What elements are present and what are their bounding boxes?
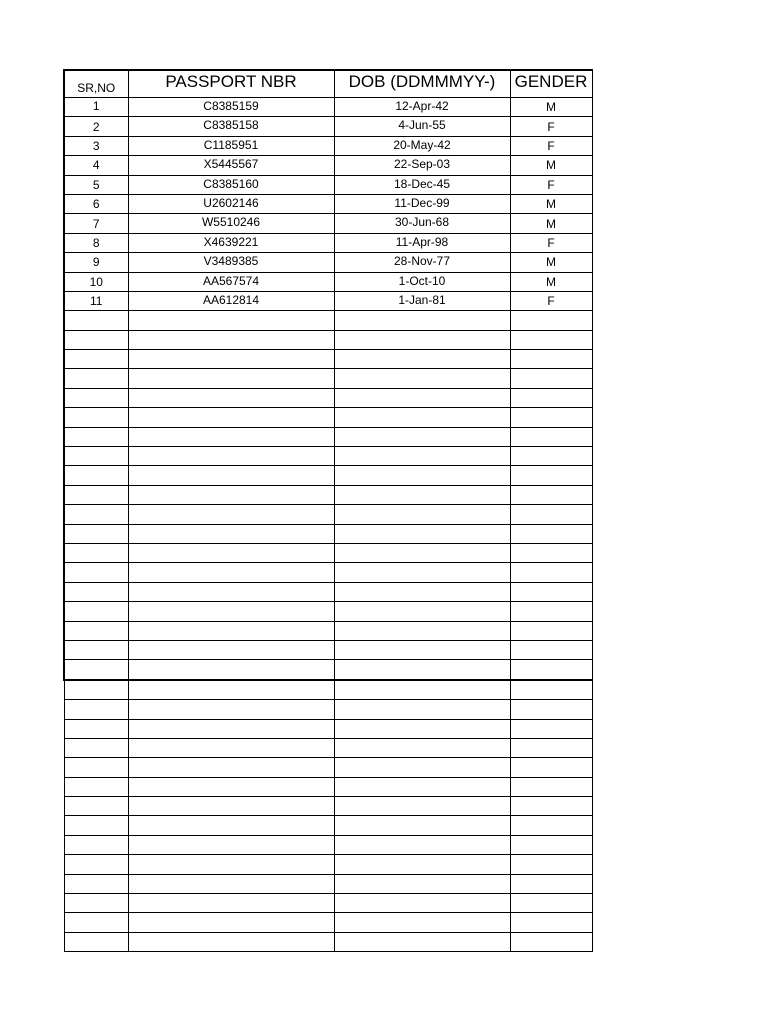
empty-cell[interactable]: [334, 602, 510, 621]
empty-row: [64, 621, 592, 640]
cell-gender[interactable]: F: [510, 136, 592, 155]
empty-cell[interactable]: [64, 660, 128, 680]
empty-cell[interactable]: [334, 563, 510, 582]
empty-cell[interactable]: [128, 835, 334, 854]
empty-cell[interactable]: [510, 350, 592, 369]
table-row: [64, 291, 592, 310]
empty-cell[interactable]: [128, 311, 334, 330]
empty-cell[interactable]: [64, 894, 128, 913]
empty-cell[interactable]: [334, 621, 510, 640]
empty-cell[interactable]: [334, 543, 510, 562]
empty-cell[interactable]: [510, 835, 592, 854]
empty-cell[interactable]: [334, 660, 510, 680]
empty-cell[interactable]: [334, 582, 510, 601]
empty-row: [64, 408, 592, 427]
empty-row: [64, 505, 592, 524]
cell-gender[interactable]: M: [510, 272, 592, 291]
cell-gender[interactable]: M: [510, 194, 592, 213]
empty-cell[interactable]: [510, 466, 592, 485]
empty-cell[interactable]: [64, 524, 128, 543]
empty-cell[interactable]: [510, 738, 592, 757]
cell-dob[interactable]: 12-Apr-42: [334, 98, 510, 117]
cell-gender[interactable]: M: [510, 156, 592, 175]
empty-cell[interactable]: [510, 369, 592, 388]
header-dob[interactable]: DOB (DDMMMYY-): [334, 70, 510, 98]
empty-cell[interactable]: [510, 427, 592, 446]
empty-cell[interactable]: [64, 913, 128, 932]
empty-cell[interactable]: [128, 738, 334, 757]
empty-cell[interactable]: [64, 369, 128, 388]
cell-passport[interactable]: W5510246: [128, 214, 334, 233]
empty-row: [64, 466, 592, 485]
empty-cell[interactable]: [128, 369, 334, 388]
empty-cell[interactable]: [64, 543, 128, 562]
empty-cell[interactable]: [334, 777, 510, 796]
empty-cell[interactable]: [64, 758, 128, 777]
cell-passport[interactable]: X4639221: [128, 233, 334, 252]
passport-table: [63, 69, 593, 952]
empty-cell[interactable]: [510, 485, 592, 504]
cell-srno[interactable]: 5: [64, 175, 128, 194]
empty-cell[interactable]: [128, 797, 334, 816]
empty-row: [64, 602, 592, 621]
empty-cell[interactable]: [128, 640, 334, 659]
cell-passport[interactable]: C8385159: [128, 98, 334, 117]
cell-passport[interactable]: U2602146: [128, 194, 334, 213]
cell-dob[interactable]: 22-Sep-03: [334, 156, 510, 175]
header-row: [64, 70, 592, 98]
empty-cell[interactable]: [510, 447, 592, 466]
empty-row: [64, 543, 592, 562]
empty-cell[interactable]: [510, 408, 592, 427]
empty-cell[interactable]: [334, 835, 510, 854]
empty-row: [64, 563, 592, 582]
empty-cell[interactable]: [510, 894, 592, 913]
empty-cell[interactable]: [128, 894, 334, 913]
empty-cell[interactable]: [334, 797, 510, 816]
cell-dob[interactable]: 4-Jun-55: [334, 117, 510, 136]
empty-cell[interactable]: [334, 816, 510, 835]
empty-cell[interactable]: [510, 797, 592, 816]
empty-cell[interactable]: [334, 758, 510, 777]
empty-cell[interactable]: [510, 621, 592, 640]
cell-gender[interactable]: F: [510, 175, 592, 194]
table-row: [64, 194, 592, 213]
empty-cell[interactable]: [334, 466, 510, 485]
empty-cell[interactable]: [334, 350, 510, 369]
empty-row: [64, 311, 592, 330]
empty-cell[interactable]: [128, 485, 334, 504]
empty-cell[interactable]: [334, 388, 510, 407]
empty-cell[interactable]: [128, 719, 334, 738]
empty-row: [64, 913, 592, 932]
empty-row: [64, 894, 592, 913]
empty-cell[interactable]: [334, 408, 510, 427]
table-row: [64, 214, 592, 233]
empty-cell[interactable]: [64, 816, 128, 835]
empty-cell[interactable]: [64, 680, 128, 700]
cell-gender[interactable]: F: [510, 117, 592, 136]
empty-cell[interactable]: [510, 640, 592, 659]
empty-row: [64, 524, 592, 543]
empty-cell[interactable]: [64, 311, 128, 330]
table-row: [64, 156, 592, 175]
empty-cell[interactable]: [64, 602, 128, 621]
cell-srno[interactable]: 2: [64, 117, 128, 136]
empty-row: [64, 797, 592, 816]
empty-cell[interactable]: [128, 447, 334, 466]
cell-passport[interactable]: AA612814: [128, 291, 334, 310]
empty-row: [64, 447, 592, 466]
empty-cell[interactable]: [334, 447, 510, 466]
empty-cell[interactable]: [64, 719, 128, 738]
empty-cell[interactable]: [64, 797, 128, 816]
empty-cell[interactable]: [64, 738, 128, 757]
empty-cell[interactable]: [510, 913, 592, 932]
empty-cell[interactable]: [64, 582, 128, 601]
header-gender[interactable]: GENDER: [510, 70, 592, 98]
empty-cell[interactable]: [510, 563, 592, 582]
empty-row: [64, 777, 592, 796]
empty-cell[interactable]: [510, 311, 592, 330]
cell-gender[interactable]: F: [510, 291, 592, 310]
empty-row: [64, 485, 592, 504]
empty-cell[interactable]: [128, 505, 334, 524]
empty-cell[interactable]: [64, 466, 128, 485]
empty-cell[interactable]: [334, 505, 510, 524]
cell-dob[interactable]: 20-May-42: [334, 136, 510, 155]
cell-passport[interactable]: V3489385: [128, 253, 334, 272]
empty-cell[interactable]: [510, 680, 592, 700]
empty-cell[interactable]: [510, 700, 592, 719]
empty-cell[interactable]: [334, 680, 510, 700]
table-row: [64, 253, 592, 272]
table-row: [64, 98, 592, 117]
cell-passport[interactable]: X5445567: [128, 156, 334, 175]
empty-cell[interactable]: [510, 719, 592, 738]
empty-cell[interactable]: [64, 447, 128, 466]
table-body: [64, 98, 592, 952]
empty-cell[interactable]: [128, 621, 334, 640]
empty-row: [64, 700, 592, 719]
empty-cell[interactable]: [334, 874, 510, 893]
cell-srno[interactable]: 1: [64, 98, 128, 117]
empty-cell[interactable]: [128, 408, 334, 427]
empty-cell[interactable]: [128, 660, 334, 680]
empty-cell[interactable]: [510, 602, 592, 621]
table-row: [64, 272, 592, 291]
header-srno[interactable]: SR,NO: [64, 70, 128, 98]
empty-cell[interactable]: [334, 427, 510, 446]
empty-row: [64, 932, 592, 951]
passport-sheet: [63, 69, 591, 952]
empty-cell[interactable]: [64, 855, 128, 874]
empty-cell[interactable]: [128, 388, 334, 407]
empty-cell[interactable]: [64, 874, 128, 893]
empty-cell[interactable]: [510, 874, 592, 893]
table-row: [64, 175, 592, 194]
cell-gender[interactable]: M: [510, 214, 592, 233]
empty-cell[interactable]: [128, 700, 334, 719]
cell-passport[interactable]: C8385160: [128, 175, 334, 194]
empty-cell[interactable]: [510, 660, 592, 680]
cell-srno[interactable]: 3: [64, 136, 128, 155]
empty-cell[interactable]: [64, 835, 128, 854]
empty-cell[interactable]: [128, 816, 334, 835]
empty-cell[interactable]: [128, 602, 334, 621]
empty-cell[interactable]: [510, 855, 592, 874]
empty-cell[interactable]: [64, 777, 128, 796]
cell-dob[interactable]: 11-Apr-98: [334, 233, 510, 252]
cell-dob[interactable]: 1-Oct-10: [334, 272, 510, 291]
cell-srno[interactable]: 6: [64, 194, 128, 213]
cell-srno[interactable]: 11: [64, 291, 128, 310]
empty-cell[interactable]: [510, 543, 592, 562]
empty-cell[interactable]: [64, 388, 128, 407]
empty-cell[interactable]: [128, 563, 334, 582]
empty-cell[interactable]: [334, 913, 510, 932]
empty-cell[interactable]: [64, 700, 128, 719]
empty-cell[interactable]: [510, 524, 592, 543]
empty-cell[interactable]: [64, 408, 128, 427]
cell-srno[interactable]: 7: [64, 214, 128, 233]
empty-cell[interactable]: [128, 330, 334, 349]
table-row: [64, 117, 592, 136]
empty-cell[interactable]: [128, 350, 334, 369]
empty-cell[interactable]: [334, 485, 510, 504]
empty-cell[interactable]: [510, 758, 592, 777]
empty-cell[interactable]: [64, 640, 128, 659]
empty-cell[interactable]: [128, 582, 334, 601]
empty-cell[interactable]: [334, 369, 510, 388]
cell-dob[interactable]: 11-Dec-99: [334, 194, 510, 213]
empty-cell[interactable]: [64, 505, 128, 524]
empty-cell[interactable]: [128, 855, 334, 874]
empty-cell[interactable]: [510, 582, 592, 601]
empty-cell[interactable]: [64, 932, 128, 951]
empty-row: [64, 719, 592, 738]
empty-cell[interactable]: [334, 894, 510, 913]
empty-row: [64, 874, 592, 893]
empty-cell[interactable]: [128, 543, 334, 562]
empty-cell[interactable]: [510, 388, 592, 407]
empty-cell[interactable]: [510, 330, 592, 349]
cell-dob[interactable]: 28-Nov-77: [334, 253, 510, 272]
table-row: [64, 233, 592, 252]
cell-passport[interactable]: AA567574: [128, 272, 334, 291]
empty-row: [64, 350, 592, 369]
cell-passport[interactable]: C1185951: [128, 136, 334, 155]
cell-dob[interactable]: 1-Jan-81: [334, 291, 510, 310]
empty-row: [64, 330, 592, 349]
empty-row: [64, 738, 592, 757]
empty-cell[interactable]: [128, 427, 334, 446]
empty-cell[interactable]: [334, 330, 510, 349]
empty-cell[interactable]: [64, 330, 128, 349]
empty-cell[interactable]: [510, 816, 592, 835]
empty-cell[interactable]: [128, 777, 334, 796]
empty-cell[interactable]: [510, 505, 592, 524]
header-passport[interactable]: PASSPORT NBR: [128, 70, 334, 98]
empty-cell[interactable]: [64, 563, 128, 582]
empty-cell[interactable]: [334, 738, 510, 757]
empty-row: [64, 855, 592, 874]
empty-cell[interactable]: [334, 932, 510, 951]
empty-row: [64, 835, 592, 854]
empty-row: [64, 582, 592, 601]
empty-cell[interactable]: [64, 427, 128, 446]
empty-cell[interactable]: [128, 466, 334, 485]
empty-cell[interactable]: [510, 777, 592, 796]
empty-row: [64, 640, 592, 659]
empty-cell[interactable]: [64, 485, 128, 504]
empty-row: [64, 369, 592, 388]
cell-srno[interactable]: 4: [64, 156, 128, 175]
table-row: [64, 136, 592, 155]
empty-cell[interactable]: [334, 524, 510, 543]
empty-cell[interactable]: [334, 855, 510, 874]
empty-row: [64, 680, 592, 700]
empty-cell[interactable]: [128, 932, 334, 951]
empty-cell[interactable]: [128, 680, 334, 700]
cell-srno[interactable]: 10: [64, 272, 128, 291]
empty-cell[interactable]: [128, 758, 334, 777]
cell-dob[interactable]: 18-Dec-45: [334, 175, 510, 194]
empty-row: [64, 388, 592, 407]
cell-passport[interactable]: C8385158: [128, 117, 334, 136]
empty-row: [64, 660, 592, 680]
cell-gender[interactable]: F: [510, 233, 592, 252]
empty-row: [64, 758, 592, 777]
empty-cell[interactable]: [334, 719, 510, 738]
empty-cell[interactable]: [334, 311, 510, 330]
cell-gender[interactable]: M: [510, 98, 592, 117]
empty-cell[interactable]: [128, 524, 334, 543]
empty-row: [64, 427, 592, 446]
empty-cell[interactable]: [334, 640, 510, 659]
empty-cell[interactable]: [334, 700, 510, 719]
cell-srno[interactable]: 8: [64, 233, 128, 252]
empty-cell[interactable]: [64, 350, 128, 369]
empty-cell[interactable]: [128, 874, 334, 893]
cell-srno[interactable]: 9: [64, 253, 128, 272]
empty-cell[interactable]: [510, 932, 592, 951]
empty-cell[interactable]: [64, 621, 128, 640]
cell-dob[interactable]: 30-Jun-68: [334, 214, 510, 233]
cell-gender[interactable]: M: [510, 253, 592, 272]
empty-cell[interactable]: [128, 913, 334, 932]
empty-row: [64, 816, 592, 835]
